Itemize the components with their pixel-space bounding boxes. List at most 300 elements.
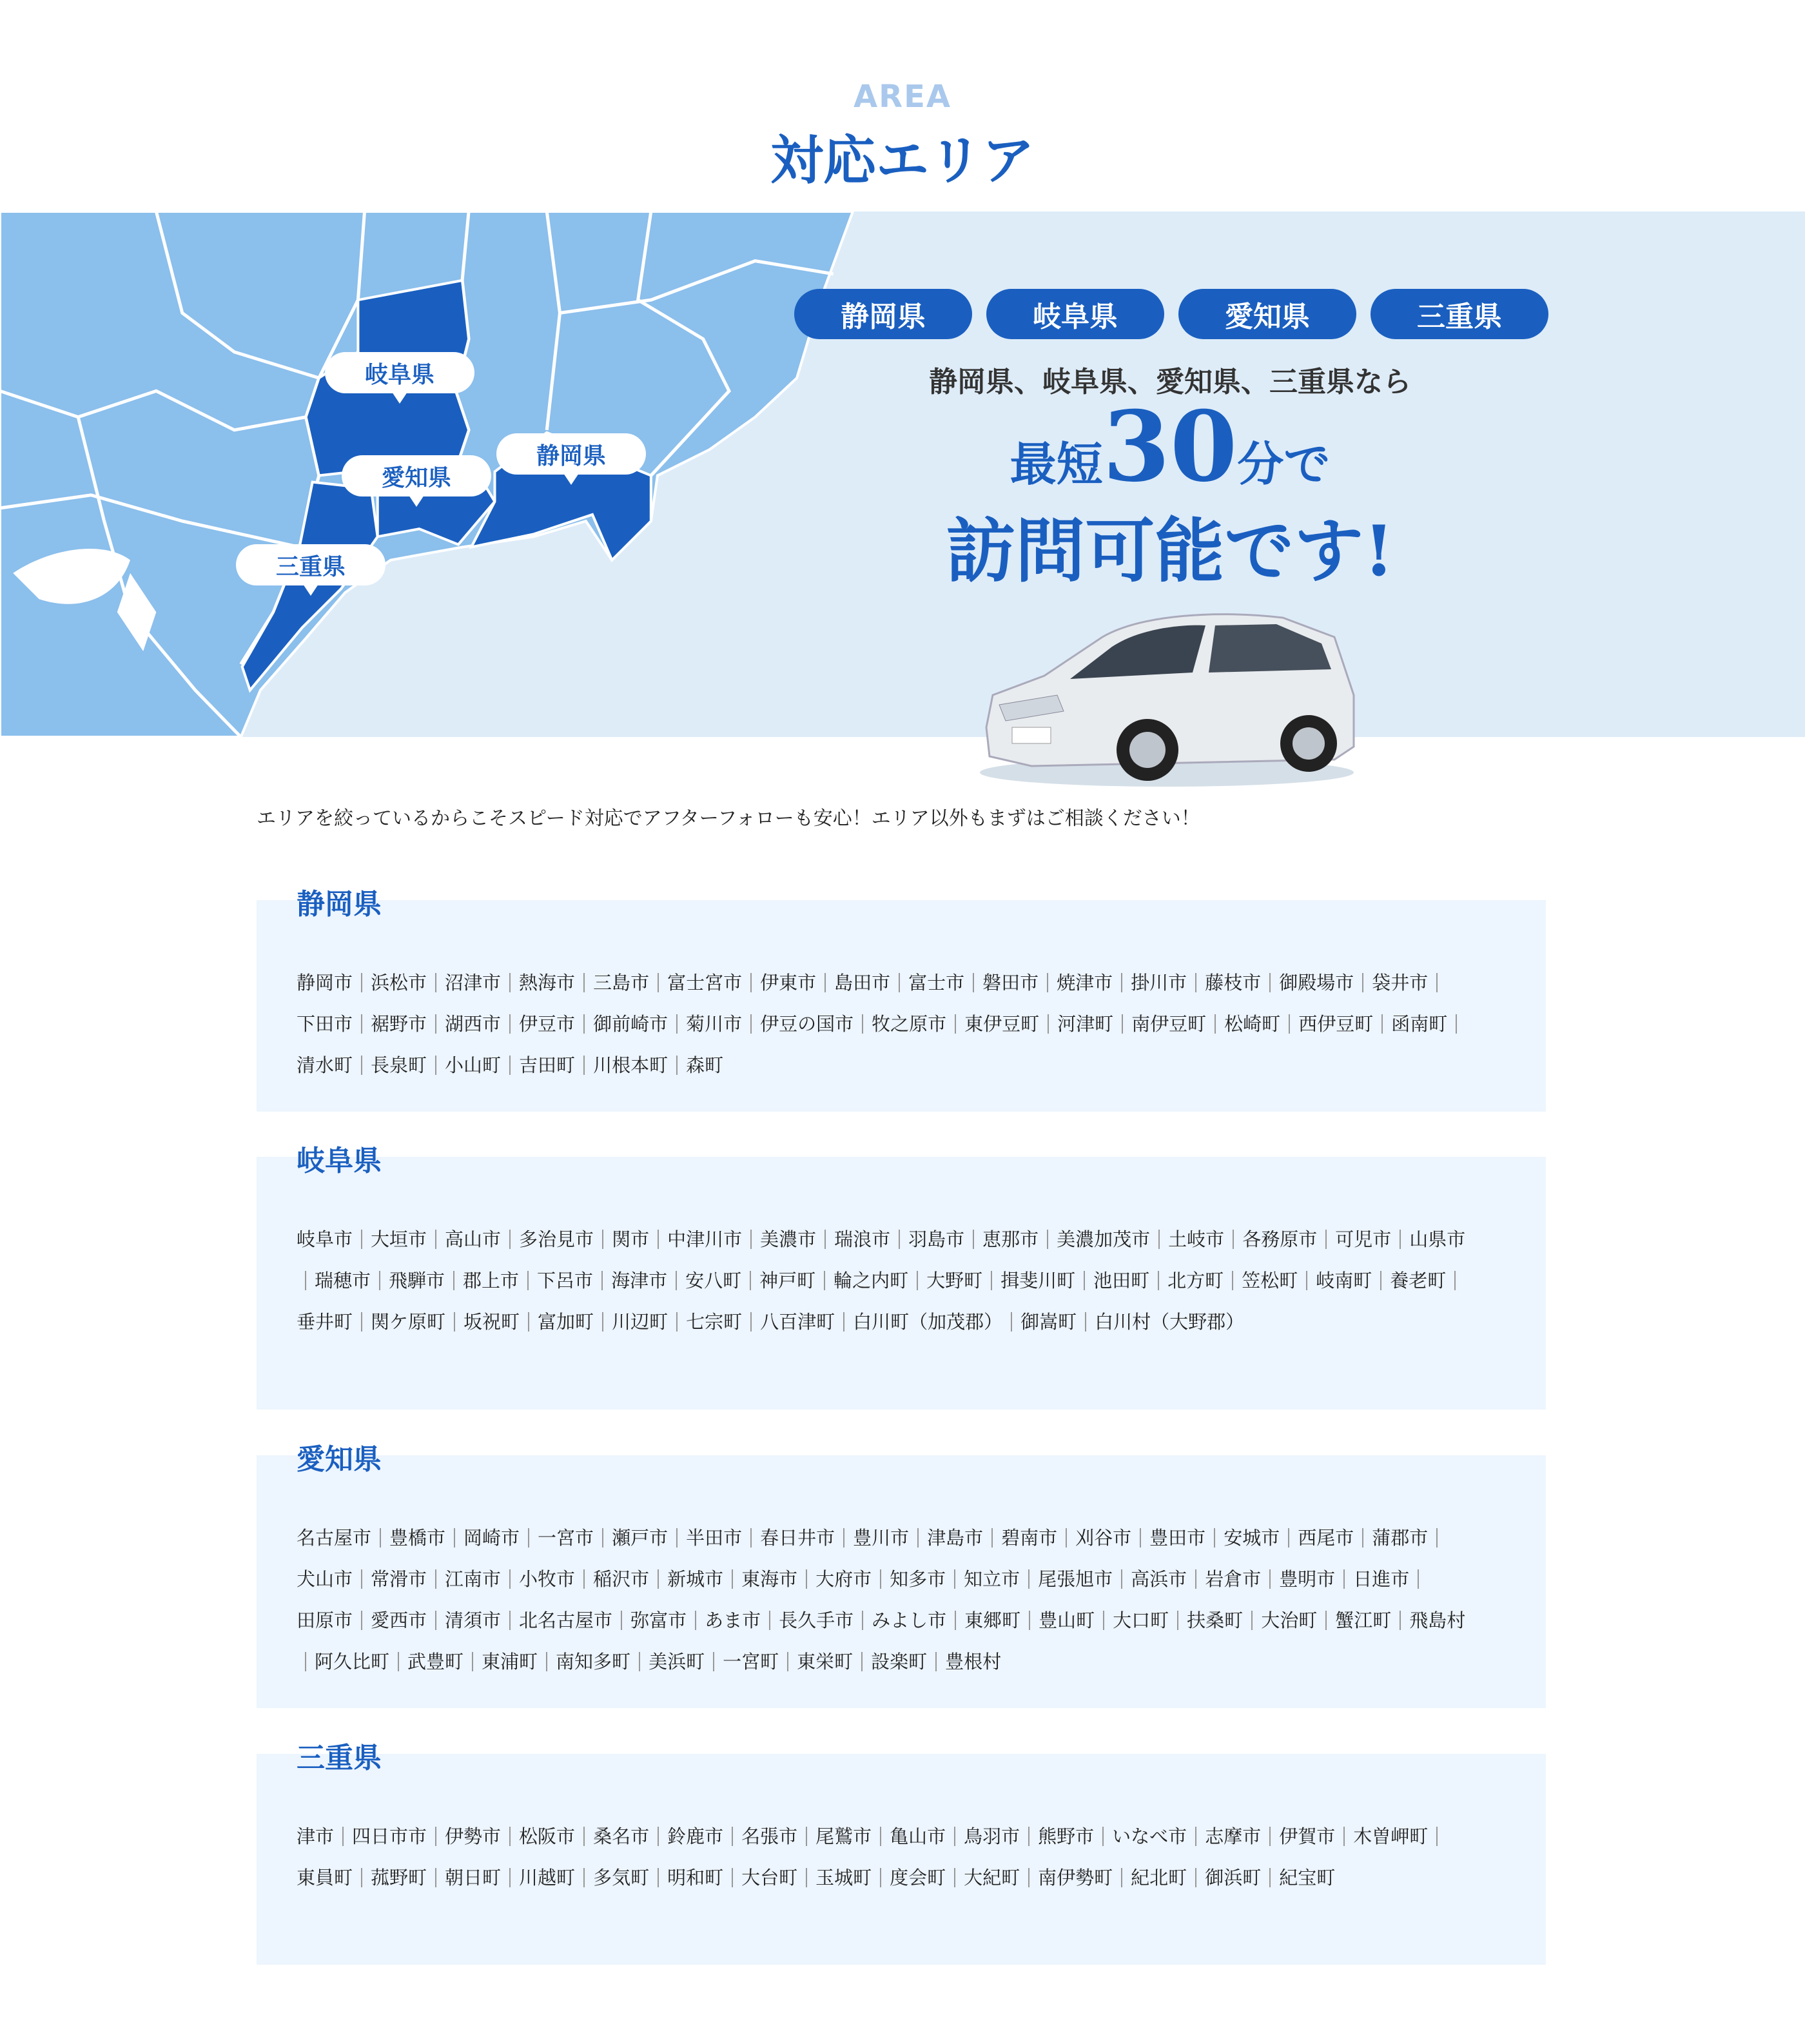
city-item: 豊明市 (1279, 1568, 1336, 1590)
separator (1381, 1014, 1383, 1034)
separator (1251, 1611, 1253, 1630)
city-item: 伊東市 (760, 972, 817, 994)
city-item: 名古屋市 (297, 1527, 372, 1549)
city-item: 池田町 (1093, 1270, 1150, 1292)
city-item: 飛騨市 (389, 1270, 445, 1292)
separator (1232, 1271, 1233, 1290)
city-item: 犬山市 (297, 1568, 353, 1590)
separator (824, 1230, 826, 1249)
separator (1084, 1271, 1085, 1290)
separator (528, 1528, 529, 1548)
separator (1048, 1014, 1049, 1034)
city-item: 大垣市 (371, 1228, 427, 1250)
city-item: 南伊豆町 (1131, 1013, 1207, 1035)
separator (843, 1528, 844, 1548)
city-item: 八百津町 (760, 1311, 835, 1333)
separator (1343, 1827, 1345, 1846)
fast-number: 30 (1102, 390, 1238, 504)
city-item: 浜松市 (371, 972, 427, 994)
separator (695, 1611, 696, 1630)
separator (1454, 1271, 1456, 1290)
separator (1195, 1827, 1196, 1846)
city-item: 羽島市 (908, 1228, 965, 1250)
separator (769, 1611, 770, 1630)
separator (435, 1868, 436, 1887)
city-item: 愛西市 (371, 1609, 427, 1631)
separator (435, 973, 436, 992)
city-item: 四日市市 (352, 1825, 427, 1847)
area-heading: 静岡県 (297, 888, 382, 921)
separator (528, 1312, 529, 1332)
city-item: 御前崎市 (593, 1013, 668, 1035)
separator (1029, 1611, 1030, 1630)
city-item: 知多市 (890, 1568, 946, 1590)
map-label-shizuoka: 静岡県 (496, 433, 646, 475)
separator (305, 1271, 306, 1290)
city-item: 袋井市 (1372, 972, 1429, 994)
city-item: 尾鷲市 (815, 1825, 872, 1847)
separator (509, 1611, 511, 1630)
separator (676, 1312, 678, 1332)
city-item: 瀬戸市 (612, 1527, 668, 1549)
separator (583, 1868, 585, 1887)
city-item: 南知多町 (556, 1651, 631, 1673)
city-item: 知立市 (964, 1568, 1020, 1590)
city-item: 北名古屋市 (519, 1609, 613, 1631)
city-item: 名張市 (741, 1825, 798, 1847)
separator (509, 1569, 511, 1589)
area-heading: 三重県 (297, 1742, 382, 1774)
city-list (297, 1219, 1475, 1342)
city-item: 玉城町 (815, 1867, 872, 1889)
separator (509, 1868, 511, 1887)
map-label-aichi: 愛知県 (342, 455, 491, 496)
city-item: 大治町 (1261, 1609, 1318, 1631)
separator (1215, 1014, 1216, 1034)
separator (361, 1569, 362, 1589)
area-heading: 愛知県 (297, 1443, 382, 1476)
separator (583, 1827, 585, 1846)
city-item: 岡崎市 (463, 1527, 520, 1549)
separator (1269, 1827, 1271, 1846)
separator (509, 1014, 511, 1034)
separator (732, 1827, 733, 1846)
city-item: 大台町 (741, 1867, 798, 1889)
separator (1436, 1528, 1438, 1548)
separator (453, 1271, 454, 1290)
separator (862, 1611, 863, 1630)
city-item: 新城市 (667, 1568, 724, 1590)
city-item: 亀山市 (890, 1825, 946, 1847)
pill-shizuoka[interactable]: 静岡県 (794, 289, 972, 339)
separator (1066, 1528, 1067, 1548)
separator (639, 1652, 640, 1671)
separator (1288, 1528, 1289, 1548)
city-item: 豊根村 (945, 1651, 1002, 1673)
separator (806, 1569, 807, 1589)
city-item: 掛川市 (1131, 972, 1187, 994)
city-item: 安城市 (1224, 1527, 1280, 1549)
separator (1325, 1230, 1327, 1249)
separator (658, 1868, 659, 1887)
separator (435, 1569, 436, 1589)
separator (732, 1569, 733, 1589)
separator (880, 1569, 881, 1589)
separator (787, 1652, 788, 1671)
city-item: 南伊勢町 (1038, 1867, 1113, 1889)
separator (1362, 1528, 1363, 1548)
separator (1400, 1611, 1401, 1630)
city-item: 北方町 (1167, 1270, 1224, 1292)
city-item: 伊豆市 (519, 1013, 576, 1035)
separator (750, 1014, 752, 1034)
area-box-aichi (257, 1443, 1546, 1708)
city-item: 清水町 (297, 1054, 353, 1076)
separator (546, 1652, 547, 1671)
separator (361, 1312, 362, 1332)
city-item: 飛島村 (1409, 1609, 1466, 1631)
separator (1177, 1611, 1178, 1630)
separator (1047, 1230, 1048, 1249)
page-title: 対応エリア (770, 130, 1035, 192)
city-item: 春日井市 (760, 1527, 835, 1549)
city-item: 島田市 (834, 972, 891, 994)
city-item: 輪之内町 (834, 1270, 909, 1292)
area-box-mie (257, 1742, 1546, 1965)
city-item: 笠松町 (1242, 1270, 1298, 1292)
city-item: 美濃市 (760, 1228, 817, 1250)
city-item: 度会町 (890, 1867, 946, 1889)
separator (472, 1652, 473, 1671)
city-item: 豊山町 (1039, 1609, 1095, 1631)
city-item: 美濃加茂市 (1057, 1228, 1151, 1250)
separator (991, 1271, 992, 1290)
city-item: 東伊豆町 (964, 1013, 1040, 1035)
city-item: 小山町 (445, 1054, 502, 1076)
separator (1158, 1271, 1159, 1290)
separator (824, 1271, 825, 1290)
separator (361, 1014, 362, 1034)
city-item: 碧南市 (1001, 1527, 1058, 1549)
city-item: 鳥羽市 (964, 1825, 1020, 1847)
city-list (297, 1517, 1475, 1682)
separator (991, 1528, 993, 1548)
separator (750, 1271, 751, 1290)
city-item: 菊川市 (686, 1013, 743, 1035)
city-item: 豊川市 (853, 1527, 910, 1549)
city-item: 明和町 (667, 1867, 724, 1889)
separator (954, 1569, 955, 1589)
separator (1456, 1014, 1457, 1034)
city-item: 阿久比町 (315, 1651, 390, 1673)
city-item: 大府市 (815, 1568, 872, 1590)
separator (676, 1056, 678, 1075)
city-item: 中津川市 (667, 1228, 743, 1250)
separator (1195, 1569, 1196, 1589)
city-item: 川越町 (519, 1867, 576, 1889)
separator (973, 1230, 974, 1249)
city-item: 松阪市 (519, 1825, 576, 1847)
city-item: 稲沢市 (593, 1568, 650, 1590)
separator (935, 1652, 937, 1671)
city-item: 神戸町 (759, 1270, 816, 1292)
city-item: 白川町（加茂郡） (853, 1311, 1003, 1333)
city-item: 関市 (612, 1228, 650, 1250)
separator (899, 1230, 900, 1249)
separator (917, 1528, 919, 1548)
city-item: 恵那市 (982, 1228, 1039, 1250)
city-item: 弥富市 (630, 1609, 687, 1631)
separator (1028, 1569, 1029, 1589)
separator (1343, 1569, 1345, 1589)
city-list (297, 1816, 1475, 1898)
city-item: 下呂市 (537, 1270, 594, 1292)
city-item: 七宗町 (686, 1311, 743, 1333)
city-item: みよし市 (872, 1609, 947, 1631)
separator (824, 973, 826, 992)
city-item: 多気町 (593, 1867, 650, 1889)
separator (676, 1271, 677, 1290)
fast-suffix: 分で (1237, 437, 1331, 491)
separator (509, 1230, 511, 1249)
separator (435, 1014, 436, 1034)
city-item: 沼津市 (445, 972, 502, 994)
city-item: 大口町 (1113, 1609, 1169, 1631)
area-heading: 岐阜県 (297, 1145, 382, 1177)
separator (1085, 1312, 1086, 1332)
pill-mie[interactable]: 三重県 (1371, 289, 1548, 339)
separator (713, 1652, 714, 1671)
city-item: 瑞浪市 (834, 1228, 891, 1250)
separator (750, 973, 752, 992)
city-item: 各務原市 (1242, 1228, 1318, 1250)
city-item: 桑名市 (593, 1825, 650, 1847)
separator (1436, 1827, 1438, 1846)
hero-banner (0, 211, 1805, 737)
city-item: 設楽町 (871, 1651, 928, 1673)
separator (1121, 973, 1122, 992)
separator (1233, 1230, 1234, 1249)
city-item: 湖西市 (445, 1013, 502, 1035)
city-item: 磐田市 (982, 972, 1039, 994)
separator (880, 1868, 881, 1887)
separator (1306, 1271, 1307, 1290)
separator (955, 1611, 956, 1630)
car-image (973, 598, 1367, 792)
separator (361, 1611, 362, 1630)
city-item: 常滑市 (371, 1568, 427, 1590)
city-item: 東郷町 (964, 1609, 1021, 1631)
city-item: 津市 (297, 1825, 335, 1847)
separator (1269, 1868, 1271, 1887)
city-item: 裾野市 (371, 1013, 427, 1035)
city-item: 日進市 (1353, 1568, 1410, 1590)
separator (1214, 1528, 1215, 1548)
city-item: 静岡市 (297, 972, 353, 994)
separator (361, 1230, 362, 1249)
separator (583, 1056, 585, 1075)
city-item: 伊賀市 (1279, 1825, 1336, 1847)
city-item: 東員町 (297, 1867, 353, 1889)
city-item: 熱海市 (519, 972, 576, 994)
city-item: 御殿場市 (1279, 972, 1354, 994)
city-item: 高山市 (445, 1228, 502, 1250)
city-item: 西伊豆町 (1298, 1013, 1374, 1035)
city-item: 海津市 (611, 1270, 668, 1292)
area-box-gifu (257, 1145, 1546, 1410)
separator (621, 1611, 622, 1630)
city-item: 西尾市 (1298, 1527, 1354, 1549)
separator (1269, 973, 1271, 992)
separator (1011, 1312, 1012, 1332)
separator (435, 1056, 436, 1075)
city-item: あま市 (705, 1609, 761, 1631)
city-item: 揖斐川町 (1000, 1270, 1076, 1292)
city-item: 松崎町 (1224, 1013, 1281, 1035)
city-item: 蟹江町 (1335, 1609, 1392, 1631)
city-item: 三島市 (593, 972, 650, 994)
separator (1325, 1611, 1327, 1630)
separator (1380, 1271, 1381, 1290)
separator (1103, 1611, 1104, 1630)
city-item: 紀宝町 (1279, 1867, 1336, 1889)
city-item: 富士市 (908, 972, 965, 994)
separator (583, 1014, 585, 1034)
separator (398, 1652, 399, 1671)
separator (806, 1827, 807, 1846)
city-item: 御浜町 (1205, 1867, 1262, 1889)
separator (601, 1271, 603, 1290)
separator (361, 1868, 362, 1887)
prefecture-pills (794, 289, 1548, 339)
city-item: 尾張旭市 (1038, 1568, 1113, 1590)
separator (454, 1528, 455, 1548)
hero-lead: 静岡県、岐阜県、愛知県、三重県なら (929, 366, 1411, 398)
city-item: 江南市 (445, 1568, 502, 1590)
separator (1269, 1569, 1271, 1589)
city-item: 下田市 (297, 1013, 353, 1035)
city-item: 高浜市 (1131, 1568, 1187, 1590)
separator (954, 1827, 955, 1846)
city-item: 菰野町 (371, 1867, 427, 1889)
city-item: 長久手市 (779, 1609, 854, 1631)
city-item: 大野町 (926, 1270, 983, 1292)
separator (750, 1528, 752, 1548)
fast-prefix: 最短 (1010, 437, 1103, 491)
city-item: 可児市 (1335, 1228, 1392, 1250)
city-item: 豊橋市 (389, 1527, 446, 1549)
city-item: 関ケ原町 (371, 1311, 446, 1333)
city-item: 岩倉市 (1205, 1568, 1262, 1590)
separator (1418, 1569, 1419, 1589)
city-item: 伊勢市 (445, 1825, 502, 1847)
city-item: 一宮町 (723, 1651, 779, 1673)
city-item: 東栄町 (797, 1651, 854, 1673)
separator (1362, 973, 1363, 992)
separator (509, 973, 511, 992)
map-label-gifu: 岐阜県 (325, 352, 474, 393)
city-item: 半田市 (686, 1527, 743, 1549)
separator (1122, 1014, 1123, 1034)
separator (509, 1827, 511, 1846)
city-item: 安八町 (685, 1270, 742, 1292)
separator (361, 1056, 362, 1075)
city-item: 岐阜市 (297, 1228, 353, 1250)
separator (732, 1868, 733, 1887)
hero-visit: 訪問可能です! (946, 511, 1394, 592)
separator (750, 1312, 752, 1332)
city-item: 扶桑町 (1187, 1609, 1244, 1631)
separator (676, 1014, 678, 1034)
pill-aichi[interactable]: 愛知県 (1178, 289, 1356, 339)
separator (1121, 1868, 1122, 1887)
city-item: 河津町 (1057, 1013, 1114, 1035)
city-item: 山県市 (1409, 1228, 1466, 1250)
separator (602, 1312, 603, 1332)
city-item: 函南町 (1391, 1013, 1448, 1035)
separator (843, 1312, 844, 1332)
city-item: 瑞穂市 (315, 1270, 371, 1292)
separator (1028, 1868, 1029, 1887)
city-item: 津島市 (927, 1527, 984, 1549)
city-item: 大紀町 (964, 1867, 1020, 1889)
city-item: 志摩市 (1205, 1825, 1262, 1847)
separator (899, 973, 900, 992)
pill-gifu[interactable]: 岐阜県 (986, 289, 1164, 339)
separator (435, 1827, 436, 1846)
city-item: 武豊町 (407, 1651, 464, 1673)
separator (1289, 1014, 1290, 1034)
separator (602, 1230, 603, 1249)
city-item: 坂祝町 (463, 1311, 520, 1333)
separator (658, 1569, 659, 1589)
separator (1140, 1528, 1141, 1548)
separator (435, 1230, 436, 1249)
city-item: 田原市 (297, 1609, 353, 1631)
city-item: 御嵩町 (1020, 1311, 1077, 1333)
separator (880, 1827, 881, 1846)
city-list (297, 962, 1475, 1086)
separator (583, 973, 585, 992)
separator (658, 973, 659, 992)
hero-fastest (794, 390, 1546, 504)
separator (1047, 973, 1048, 992)
separator (1195, 1868, 1196, 1887)
separator (509, 1056, 511, 1075)
separator (527, 1271, 529, 1290)
city-item: 岐南町 (1316, 1270, 1372, 1292)
separator (361, 973, 362, 992)
separator (1158, 1230, 1160, 1249)
city-item: 土岐市 (1168, 1228, 1225, 1250)
city-item: 長泉町 (371, 1054, 427, 1076)
city-item: 垂井町 (297, 1311, 353, 1333)
city-item: 養老町 (1390, 1270, 1447, 1292)
city-item: 川辺町 (612, 1311, 668, 1333)
separator (973, 973, 974, 992)
separator (379, 1271, 380, 1290)
city-item: 木曽岬町 (1353, 1825, 1429, 1847)
city-item: 吉田町 (519, 1054, 576, 1076)
separator (1195, 973, 1196, 992)
separator (954, 1868, 955, 1887)
separator (602, 1528, 603, 1548)
city-item: 清須市 (445, 1609, 502, 1631)
city-item: 富加町 (538, 1311, 594, 1333)
city-item: 鈴鹿市 (667, 1825, 724, 1847)
city-item: 蒲郡市 (1372, 1527, 1429, 1549)
intro-text: エリアを絞っているからこそスピード対応でアフターフォローも安心！エリア以外もまずはご相談ください！ (257, 807, 1200, 830)
